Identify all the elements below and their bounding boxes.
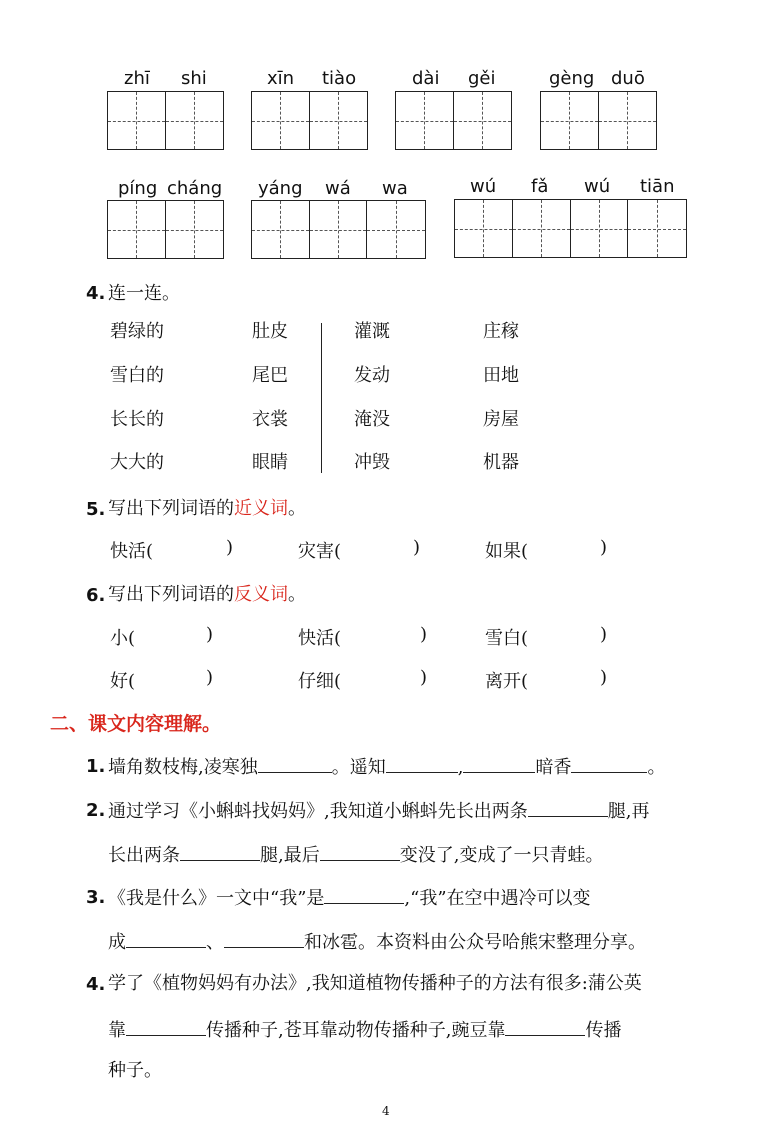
writing-grid-4[interactable] — [540, 91, 657, 150]
pinyin-zhi: zhī — [124, 68, 150, 89]
pinyin-yang: yáng — [258, 178, 303, 199]
q6-answer-2[interactable] — [350, 624, 418, 648]
s2q4-line-1: 学了《植物妈妈有办法》,我知道植物传播种子的方法有很多:蒲公英 — [108, 973, 642, 994]
pinyin-dai: dài — [412, 68, 440, 89]
s2q3-blank-2[interactable] — [126, 929, 206, 948]
q5-answer-3[interactable] — [537, 537, 599, 561]
q4-object-3[interactable]: 房屋 — [483, 409, 519, 430]
q4-left-word-1[interactable]: 碧绿的 — [110, 321, 164, 342]
q4-noun-2[interactable]: 尾巴 — [252, 365, 288, 386]
s2q2-blank-3[interactable] — [320, 842, 400, 861]
s2q3-line-2: 成 、 和冰雹。本资料由公众号哈熊宋整理分享。 — [108, 929, 646, 955]
pinyin-geng: gèng — [549, 68, 595, 89]
writing-grid-1[interactable] — [107, 91, 224, 150]
q5-item-1-close: ) — [226, 537, 234, 558]
q6-item-2: 快活( — [298, 628, 342, 649]
s2q1-blank-2[interactable] — [386, 754, 458, 773]
q6-answer-1[interactable] — [140, 624, 204, 648]
q4-noun-4[interactable]: 眼睛 — [252, 452, 288, 473]
pinyin-tiao: tiào — [322, 68, 357, 89]
q6-item-6: 离开( — [485, 671, 529, 692]
pinyin-wa2: wa — [382, 178, 408, 199]
q6-item-5-close: ) — [420, 667, 428, 688]
q6-item-1: 小( — [110, 628, 136, 649]
q4-noun-1[interactable]: 肚皮 — [252, 321, 288, 342]
s2q2-blank-2[interactable] — [180, 842, 260, 861]
s2q2-number: 2. — [86, 800, 106, 821]
writing-grid-7[interactable] — [454, 199, 687, 258]
q4-divider — [321, 323, 322, 473]
s2q2-line-2: 长出两条 腿,最后 变没了,变成了一只青蛙。 — [108, 842, 603, 868]
q6-answer-4[interactable] — [140, 667, 204, 691]
q6-item-4-close: ) — [206, 667, 214, 688]
q5-item-2: 灾害( — [298, 541, 342, 562]
q6-answer-5[interactable] — [350, 667, 418, 691]
q5-answer-2[interactable] — [350, 537, 412, 561]
q6-answer-3[interactable] — [537, 624, 599, 648]
writing-grid-5[interactable] — [107, 200, 224, 259]
q4-title: 连一连。 — [108, 283, 180, 304]
q6-number: 6. — [86, 585, 106, 606]
s2q1-text: 墙角数枝梅,凌寒独 。遥知 , 暗香 。 — [108, 754, 665, 780]
q4-number: 4. — [86, 283, 106, 304]
s2q1-number: 1. — [86, 756, 106, 777]
s2q4-line-2: 靠 传播种子,苍耳靠动物传播种子,豌豆靠 传播 — [108, 1017, 621, 1043]
s2q1-blank-4[interactable] — [571, 754, 647, 773]
page-number: 4 — [382, 1104, 390, 1118]
q6-item-3: 雪白( — [485, 628, 529, 649]
q4-verb-1[interactable]: 灌溉 — [354, 321, 390, 342]
q4-verb-3[interactable]: 淹没 — [354, 409, 390, 430]
s2q3-number: 3. — [86, 887, 106, 908]
q4-left-word-2[interactable]: 雪白的 — [110, 365, 164, 386]
s2q4-number: 4. — [86, 974, 106, 995]
q5-number: 5. — [86, 499, 106, 520]
pinyin-xin: xīn — [267, 68, 295, 89]
s2q4-blank-2[interactable] — [505, 1017, 585, 1036]
s2q3-blank-1[interactable] — [324, 885, 404, 904]
q4-object-2[interactable]: 田地 — [483, 365, 519, 386]
q5-title-keyword: 近义词 — [234, 498, 288, 519]
q6-title: 写出下列词语的反义词。 — [108, 584, 306, 605]
q6-item-6-close: ) — [600, 667, 608, 688]
writing-grid-3[interactable] — [395, 91, 512, 150]
q6-answer-6[interactable] — [537, 667, 599, 691]
q6-title-keyword: 反义词 — [234, 584, 288, 605]
q5-item-2-close: ) — [413, 537, 421, 558]
s2q3-line-1: 《我是什么》一文中“我”是 ,“我”在空中遇冷可以变 — [108, 885, 591, 911]
q5-title: 写出下列词语的近义词。 — [108, 498, 306, 519]
pinyin-wu: wú — [470, 176, 497, 197]
pinyin-ping: píng — [118, 178, 158, 199]
writing-grid-2[interactable] — [251, 91, 368, 150]
pinyin-tian: tiān — [640, 176, 675, 197]
q5-answer-1[interactable] — [162, 537, 224, 561]
q6-item-1-close: ) — [206, 624, 214, 645]
pinyin-wu2: wú — [584, 176, 611, 197]
pinyin-fa: fǎ — [531, 176, 549, 197]
s2q4-line-3: 种子。 — [108, 1060, 162, 1081]
pinyin-wa: wá — [325, 178, 351, 199]
q4-noun-3[interactable]: 衣裳 — [252, 409, 288, 430]
pinyin-chang: cháng — [167, 178, 223, 199]
q4-left-word-3[interactable]: 长长的 — [110, 409, 164, 430]
section-2-title: 二、课文内容理解。 — [50, 713, 222, 735]
s2q4-blank-1[interactable] — [126, 1017, 206, 1036]
s2q1-blank-3[interactable] — [463, 754, 535, 773]
q4-verb-2[interactable]: 发动 — [354, 365, 390, 386]
pinyin-gei: gěi — [468, 68, 496, 89]
q5-item-3-close: ) — [600, 537, 608, 558]
q6-item-5: 仔细( — [298, 671, 342, 692]
q4-verb-4[interactable]: 冲毁 — [354, 452, 390, 473]
q5-item-1: 快活( — [110, 541, 154, 562]
q5-item-3: 如果( — [485, 541, 529, 562]
writing-grid-6[interactable] — [251, 200, 426, 259]
s2q1-blank-1[interactable] — [258, 754, 332, 773]
q4-object-4[interactable]: 机器 — [483, 452, 519, 473]
s2q2-line-1: 通过学习《小蝌蚪找妈妈》,我知道小蝌蚪先长出两条 腿,再 — [108, 798, 649, 824]
pinyin-shi: shi — [181, 68, 207, 89]
pinyin-duo: duō — [611, 68, 645, 89]
q6-item-4: 好( — [110, 671, 136, 692]
s2q2-blank-1[interactable] — [528, 798, 608, 817]
q4-object-1[interactable]: 庄稼 — [483, 321, 519, 342]
s2q3-blank-3[interactable] — [224, 929, 304, 948]
q6-item-3-close: ) — [600, 624, 608, 645]
q4-left-word-4[interactable]: 大大的 — [110, 452, 164, 473]
q6-item-2-close: ) — [420, 624, 428, 645]
